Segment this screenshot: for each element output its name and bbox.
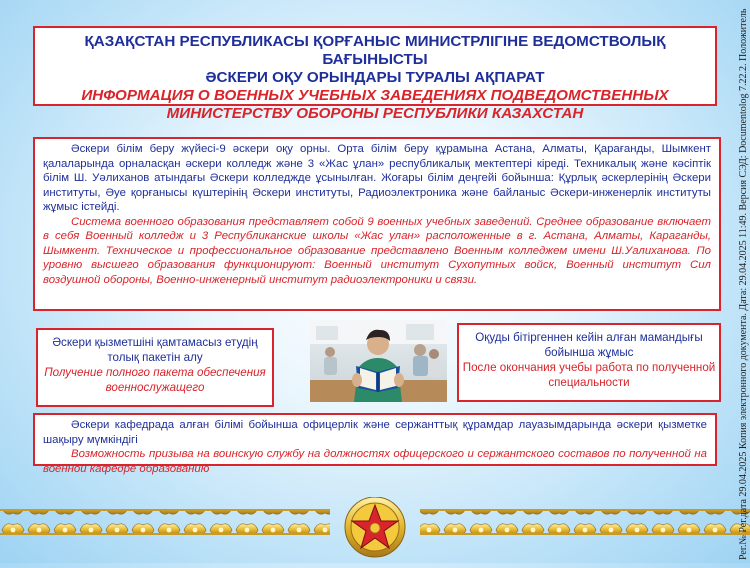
title-kz-line-2: ӘСКЕРИ ОҚУ ОРЫНДАРЫ ТУРАЛЫ АҚПАРАТ [205, 69, 545, 86]
education-system-panel [33, 137, 721, 311]
ornament-right [420, 511, 750, 533]
title-kz-line-1: ҚАЗАҚСТАН РЕСПУБЛИКАСЫ ҚОРҒАНЫС МИНИСТРЛІГІНЕ ВЕДОМСТВОЛЫҚ БАҒЫНЫСТЫ [84, 33, 666, 68]
conscription-kz: Әскери кафедрада алған білімі бойынша офицерлік және сержанттық құрамдар лауазымдарында әскери қызметке шақыру мүмкіндігі [43, 419, 707, 446]
document-registration-stamp [736, 0, 750, 563]
student-reading-photo [310, 320, 447, 402]
employment-card-kz: Оқуды бітіргеннен кейін алған мамандығы бойынша жұмыс [475, 331, 703, 359]
army-star-emblem [345, 497, 405, 557]
benefits-card-kz: Әскери қызметшіні қамтамасыз етудің толық пакетін алу [52, 336, 258, 364]
employment-card [457, 323, 721, 402]
education-system-ru: Система военного образования представляет собой 9 военных учебных заведений. Среднее образование включает в себя Военный колледж и 3 Республиканские школы «Жас улан» расположенные в г. Астана, Алматы, Караганды, Шымкент. Техническое и профессиональное образование представлено Военным колледжем имени Ш.Уалиханова. По уровню высшего образования функционируют: Военный институт Сухопутных войск, Военный институт Сил воздушной обороны, Военно-инженерный институт радиоэлектроники и связи. [43, 215, 711, 286]
side-note-text: Рег.№ Рег.дата 29.04.2025 Копия электронного документа. Дата: 29.04.2025 11:49. Версия СЭД: Documentolog 7.22.2. Положитель [738, 8, 749, 560]
conscription-ru: Возможность призыва на воинскую службу на должностях офицерского и сержантского составов по полученной на военной кафедре образованию [43, 448, 707, 475]
title-ru-line-2: МИНИСТЕРСТВУ ОБОРОНЫ РЕСПУБЛИКИ КАЗАХСТАН [166, 105, 584, 122]
title-ru-line-1: ИНФОРМАЦИЯ О ВОЕННЫХ УЧЕБНЫХ ЗАВЕДЕНИЯХ ПОДВЕДОМСТВЕННЫХ [81, 87, 669, 104]
conscription-panel [33, 413, 717, 475]
benefits-card [36, 328, 274, 407]
employment-card-ru: После окончания учебы работа по полученной специальности [462, 361, 716, 389]
title-panel [33, 26, 717, 122]
ornament-left [0, 511, 330, 533]
ornament-band [0, 497, 750, 563]
benefits-card-ru: Получение полного пакета обеспечения военнослужащего [44, 366, 266, 394]
education-system-kz: Әскери білім беру жүйесі-9 әскери оқу орны. Орта білім беру құрамына Астана, Алматы, Қарағанды, Шымкент қалаларында орналасқан әскери колледж және 3 «Жас ұлан» республикалық мектептері кіреді. Техникалық және кәсіптік білім Ш. Уәлиханов атындағы Әскери колледжде ұсынылған. Жоғары білім деңгейі бойынша: Құрлық әскерлерінің Әскери институты, Әуе қорғанысы күштерінің Әскери институты, Радиоэлектроника және байланыс Әскери-инженерлік институты жұмыс істейді. [43, 143, 711, 213]
